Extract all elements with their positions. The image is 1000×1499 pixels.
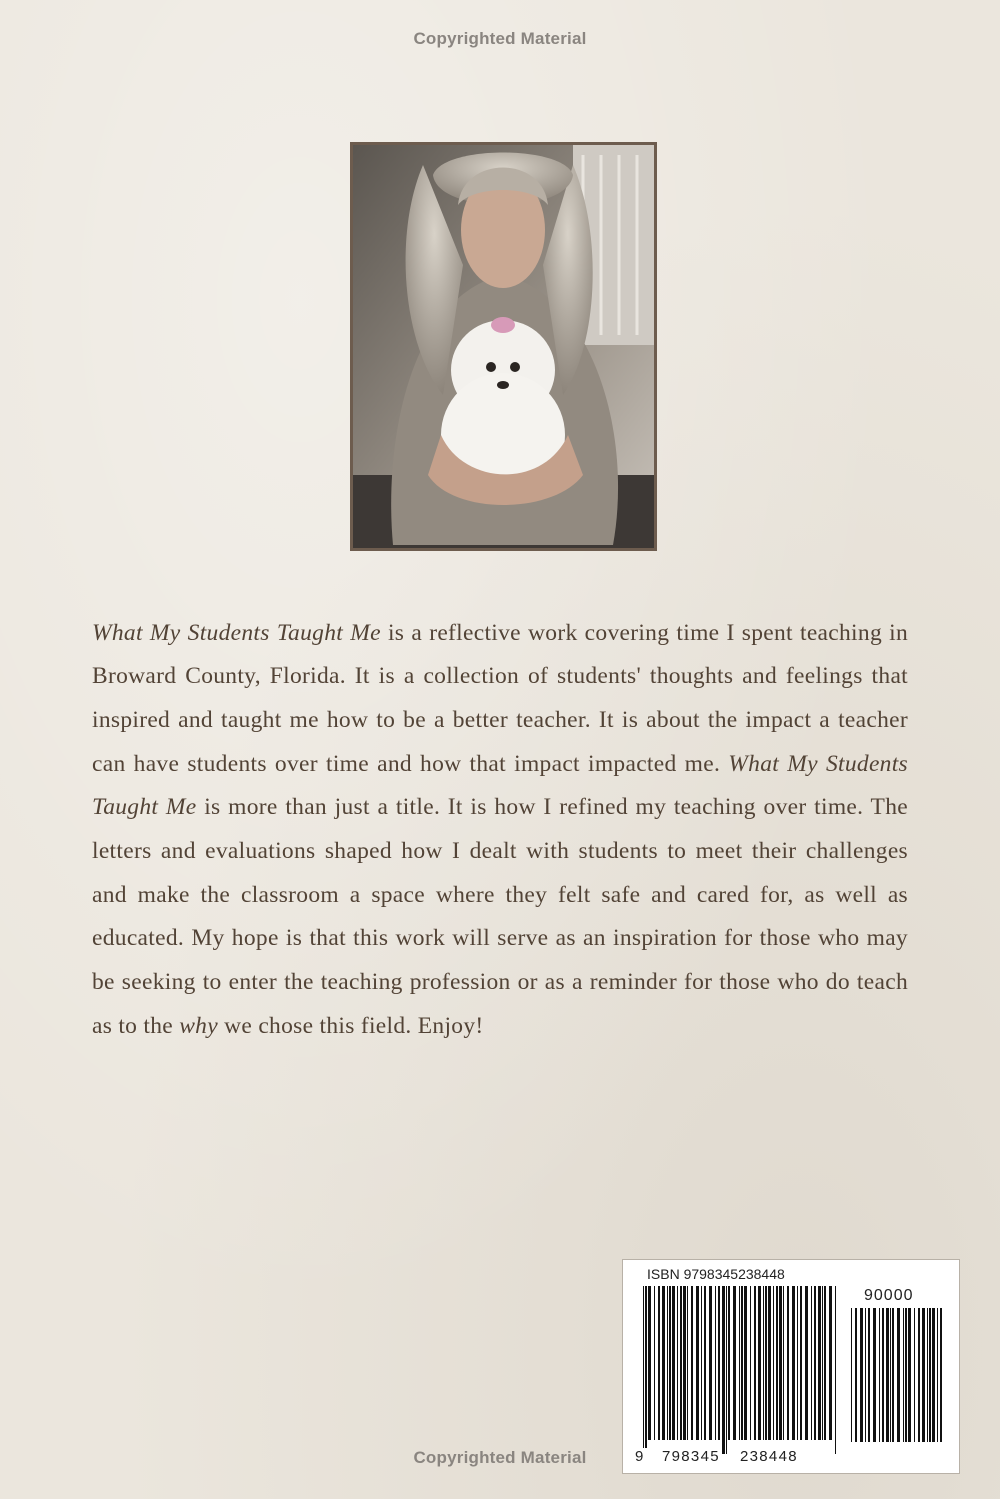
barcode-bar <box>929 1308 931 1442</box>
barcode-bar <box>865 1308 866 1442</box>
barcode-bar <box>860 1308 863 1442</box>
book-title-2: What My Students Taught Me <box>92 750 909 821</box>
isbn-barcode <box>622 1259 960 1474</box>
barcode-bar <box>814 1286 816 1440</box>
barcode-bar <box>715 1286 716 1440</box>
barcode-bar <box>658 1286 660 1440</box>
barcode-bar <box>937 1308 938 1442</box>
copyright-watermark-top: Copyrighted Material <box>413 29 587 48</box>
barcode-bar <box>922 1308 925 1442</box>
addon-barcode-bars <box>851 1308 943 1456</box>
blurb-part-2: is more than just a title. It is how I refined my teaching over time. The letters and evaluations shaped how I dealt with students to meet their challenges and make the classroom a space where they felt safe and cared for, as well as educated. My hope is that this work will serve as an inspiration for those who may be seeking to enter the teaching profession or as a reminder for those who do teach as to the <box>92 794 908 1039</box>
blurb-part-3: we chose this field. Enjoy! <box>217 1012 484 1039</box>
barcode-bar <box>811 1286 812 1440</box>
barcode-bar <box>672 1286 675 1440</box>
barcode-bar <box>741 1286 743 1440</box>
barcode-bar <box>882 1308 884 1442</box>
barcode-bar <box>683 1286 686 1440</box>
barcode-bar <box>726 1286 727 1454</box>
barcode-bar <box>787 1286 789 1440</box>
barcode-bar <box>932 1308 935 1442</box>
barcode-bar <box>773 1286 774 1440</box>
barcode-bar <box>873 1308 876 1442</box>
barcode-bar <box>805 1286 808 1440</box>
barcode-bar <box>903 1308 904 1442</box>
author-photo <box>350 142 657 551</box>
barcode-bar <box>783 1286 784 1440</box>
barcode-bar <box>754 1286 756 1440</box>
barcode-bar <box>818 1286 821 1440</box>
barcode-bar <box>829 1286 832 1440</box>
barcode-bar <box>897 1308 900 1442</box>
barcode-bar <box>776 1286 778 1440</box>
barcode-bar <box>822 1286 823 1440</box>
barcode-bar <box>940 1308 942 1442</box>
barcode-bar <box>797 1286 798 1440</box>
barcode-digits-right: 238448 <box>740 1448 798 1465</box>
barcode-bar <box>835 1286 836 1454</box>
author-with-dog-icon <box>353 145 654 548</box>
barcode-bar <box>744 1286 747 1440</box>
barcode-bar <box>645 1286 647 1454</box>
barcode-bar <box>662 1286 665 1440</box>
blurb-part-1: is a reflective work covering time I spent teaching in Broward County, Florida. It is a collection of students' thoughts and feelings that inspired and taught me how to be a better teacher. It is about the impact a teacher can have students over time and how that impact impacted me. <box>92 619 908 777</box>
barcode-bar <box>750 1286 751 1440</box>
blurb-emphasis: why <box>179 1012 218 1039</box>
barcode-bar <box>908 1308 911 1442</box>
barcode-bar <box>758 1286 761 1440</box>
barcode-bar <box>879 1308 880 1442</box>
barcode-bar <box>824 1286 826 1440</box>
copyright-watermark-bottom: Copyrighted Material <box>413 1448 587 1467</box>
barcode-bar <box>680 1286 682 1440</box>
barcode-bar <box>800 1286 802 1440</box>
barcode-digits-left: 798345 <box>662 1448 720 1465</box>
barcode-bar <box>768 1286 771 1440</box>
barcode-bar <box>728 1286 730 1440</box>
barcode-bar <box>654 1286 655 1440</box>
barcode-bar <box>855 1308 857 1442</box>
barcode-bar <box>890 1308 891 1442</box>
barcode-bar <box>914 1308 915 1442</box>
barcode-digit-lead: 9 <box>635 1448 645 1465</box>
barcode-bar <box>892 1308 894 1442</box>
barcode-bar <box>704 1286 706 1440</box>
barcode-bar <box>718 1286 720 1440</box>
barcode-bar <box>886 1308 889 1442</box>
barcode-bar <box>677 1286 678 1440</box>
barcode-bar <box>709 1286 712 1440</box>
barcode-bar <box>905 1308 907 1442</box>
barcode-bar <box>927 1308 928 1442</box>
barcode-bar <box>669 1286 671 1440</box>
barcode-bar <box>696 1286 699 1440</box>
barcode-bar <box>691 1286 693 1440</box>
barcode-bar <box>733 1286 736 1440</box>
barcode-bar <box>868 1308 870 1442</box>
barcode-bar <box>739 1286 740 1440</box>
barcode-bar <box>792 1286 795 1440</box>
barcode-bar <box>765 1286 767 1440</box>
price-code: 90000 <box>864 1287 914 1304</box>
barcode-bar <box>779 1286 782 1440</box>
barcode-bar <box>667 1286 668 1440</box>
barcode-bar <box>918 1308 920 1442</box>
barcode-bar <box>648 1286 651 1440</box>
book-blurb <box>92 612 908 1049</box>
barcode-bar <box>722 1286 725 1454</box>
book-title-1: What My Students Taught Me <box>92 619 381 646</box>
isbn-label: ISBN 9798345238448 <box>647 1266 785 1282</box>
ean-barcode-bars <box>643 1286 839 1454</box>
barcode-bar <box>701 1286 702 1440</box>
barcode-bar <box>851 1308 852 1442</box>
barcode-bar <box>643 1286 644 1454</box>
barcode-bar <box>763 1286 764 1440</box>
barcode-bar <box>687 1286 688 1440</box>
